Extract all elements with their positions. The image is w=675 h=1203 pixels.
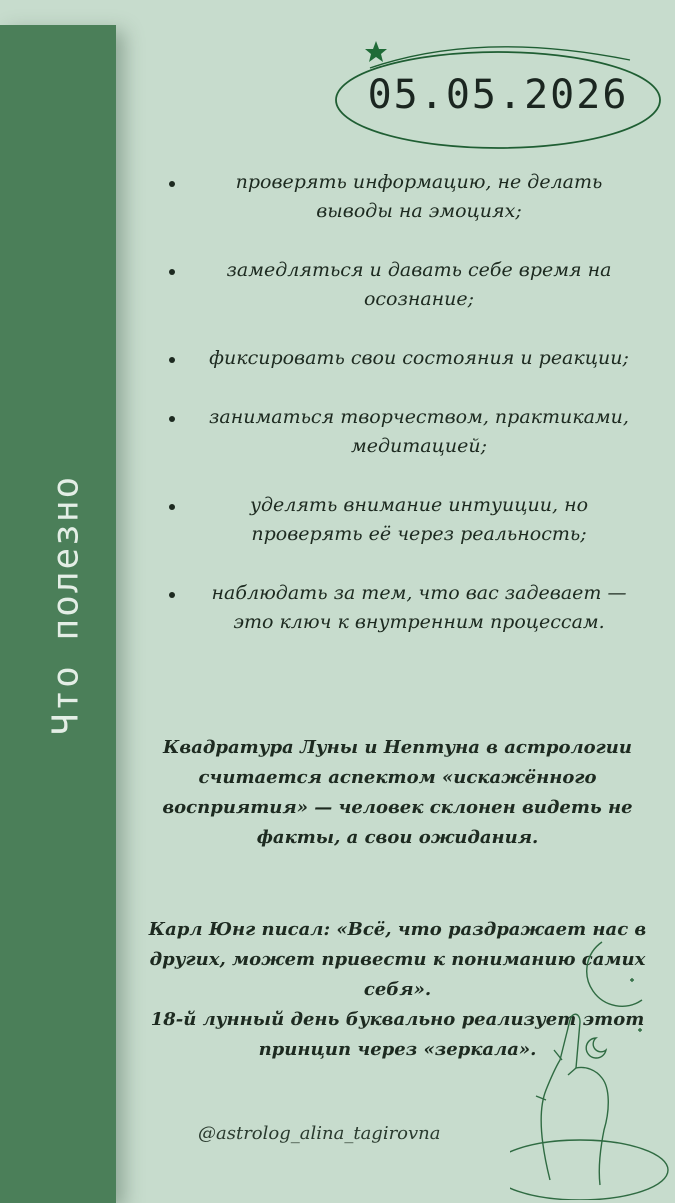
bullet-dot-icon [169,592,175,598]
lunar-day-text: 18-й лунный день буквально реализует этот принцип через «зеркала». [150,1009,645,1060]
bullet-dot-icon [169,504,175,510]
list-item-text: фиксировать свои состояния и реакции; [209,347,629,369]
list-item [160,256,640,314]
list-item-text: замедляться и давать себе время на осознание; [226,259,612,310]
list-item-text: наблюдать за тем, что вас задевает — это ключ к внутренним процессам. [211,582,627,633]
list-item-text: проверять информацию, не делать выводы на эмоциях; [235,171,603,222]
list-item [160,491,640,549]
side-title: Что полезно [45,474,87,736]
date-text: 05.05.2026 [367,72,629,118]
list-item [160,579,640,637]
bullet-dot-icon [169,357,175,363]
bullet-dot-icon [169,269,175,275]
list-item-text: заниматься творчеством, практиками, медитацией; [209,406,629,457]
author-handle: @astrolog_alina_tagirovna [198,1123,441,1144]
date-badge [330,40,666,162]
list-item [160,403,640,461]
astrology-paragraph: Квадратура Луны и Нептуна в астрологии считается аспектом «искажённого восприятия» — человек склонен видеть не факты, а свои ожидания. [162,737,633,848]
list-item [160,168,640,226]
hand-moon-decoration [510,900,670,1200]
bullet-dot-icon [169,416,175,422]
bullet-dot-icon [169,181,175,187]
jung-quote: Карл Юнг писал: «Всё, что раздражает нас в других, может привести к пониманию самих себя». [148,919,647,1000]
tips-list [160,168,640,667]
crescent-moon-icon [587,942,642,1006]
list-item [160,344,640,373]
small-crescent-icon [586,1038,606,1058]
list-item-text: уделять внимание интуиции, но проверять её через реальность; [249,494,589,545]
